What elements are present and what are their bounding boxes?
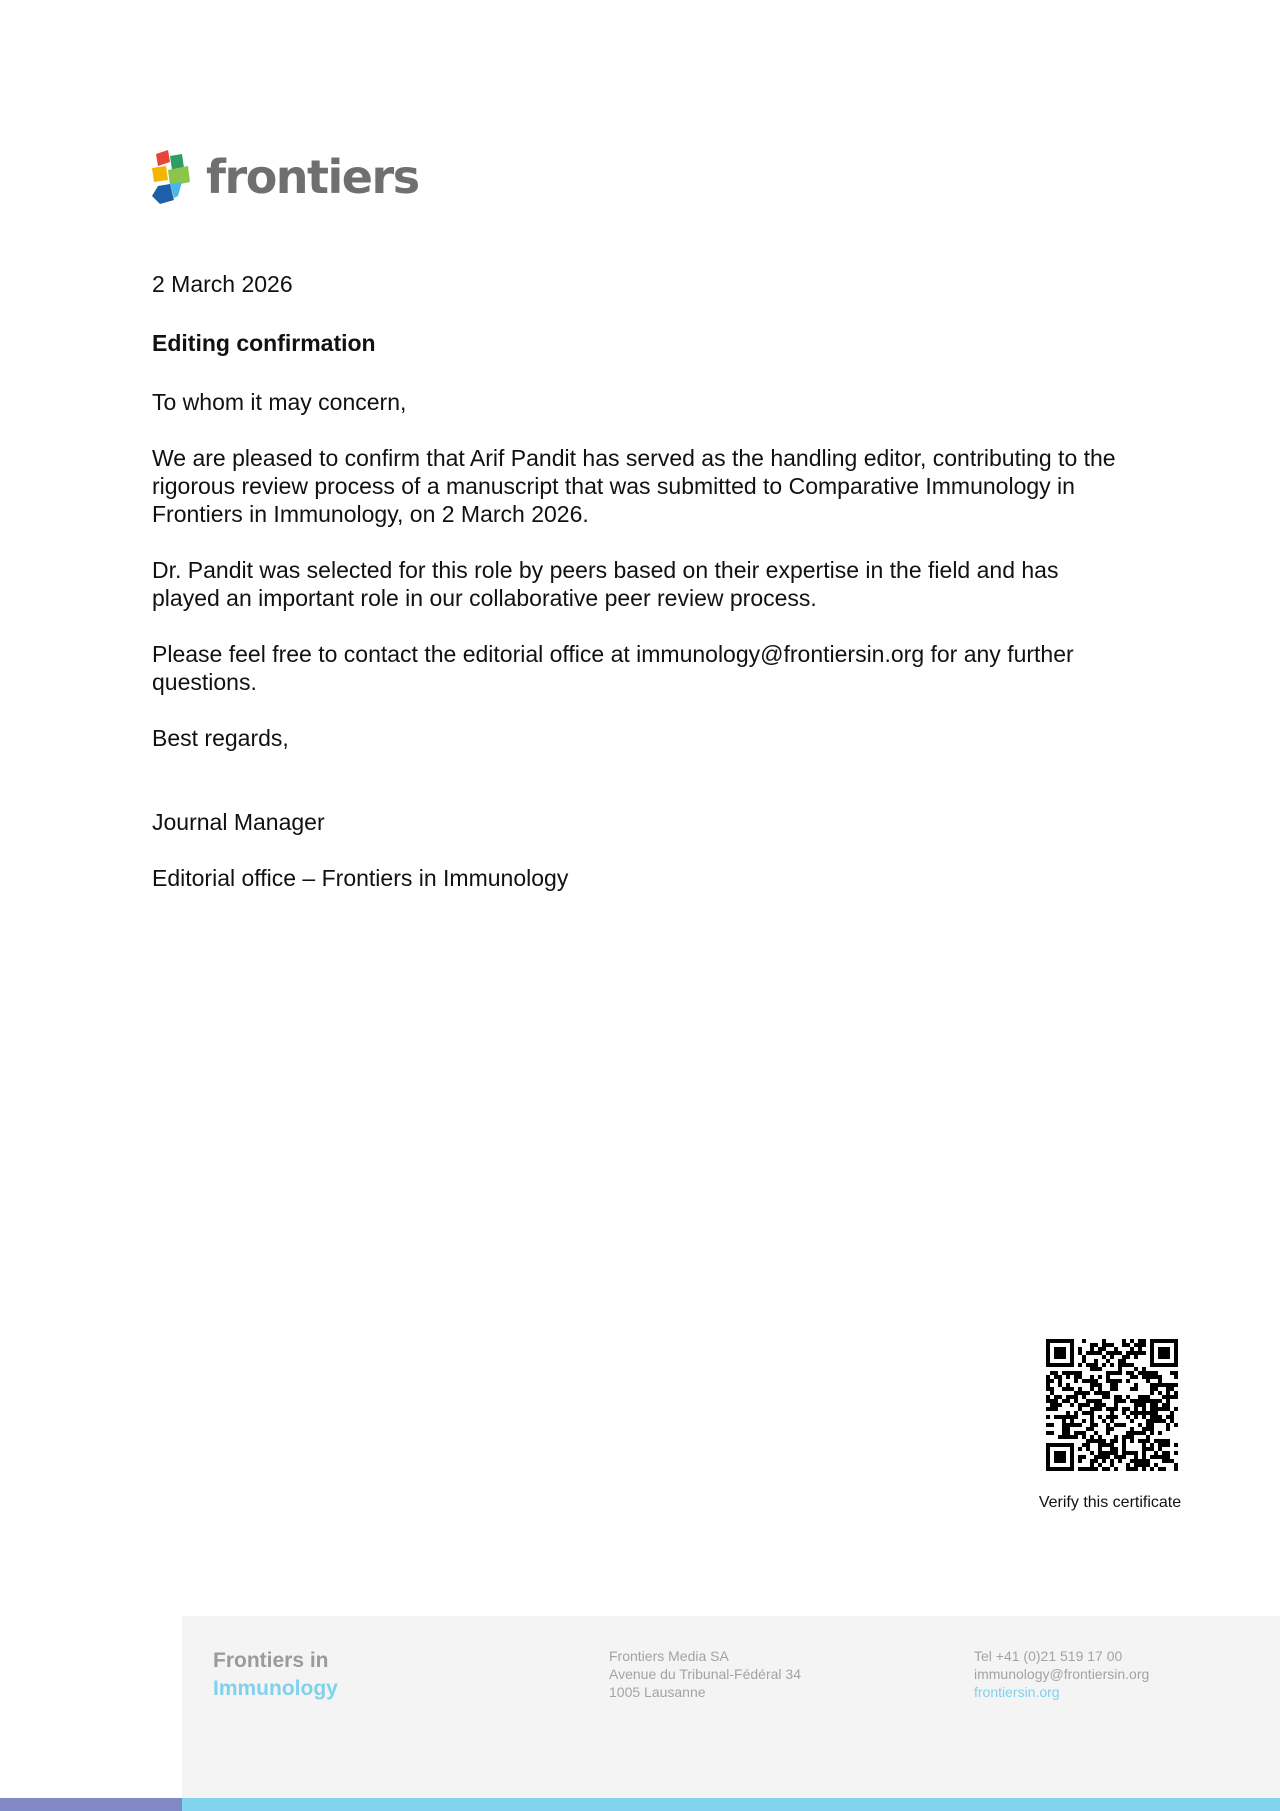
- footer-address-line: 1005 Lausanne: [609, 1684, 706, 1700]
- verification-qr-code[interactable]: [1046, 1339, 1178, 1471]
- closing: Best regards,: [152, 725, 289, 751]
- frontiers-logo: [152, 150, 419, 204]
- verify-certificate-label[interactable]: Verify this certificate: [1038, 1494, 1182, 1511]
- signature-title: Journal Manager: [152, 809, 325, 835]
- letter-subject: Editing confirmation: [152, 330, 376, 356]
- footer-email[interactable]: immunology@frontiersin.org: [974, 1666, 1150, 1682]
- footer-address-line: Frontiers Media SA: [609, 1648, 729, 1664]
- letter-body: [152, 270, 1132, 920]
- signature-office: Editorial office – Frontiers in Immunology: [152, 865, 569, 891]
- footer-journal-name: [213, 1647, 338, 1703]
- footer-website-link[interactable]: frontiersin.org: [974, 1684, 1060, 1700]
- frontiers-wordmark: frontiers: [206, 150, 419, 204]
- frontiers-cube-icon: [152, 150, 192, 204]
- footer-phone: Tel +41 (0)21 519 17 00: [974, 1648, 1123, 1664]
- footer-accent-bar-purple: [0, 1798, 182, 1811]
- footer: [182, 1616, 1280, 1798]
- footer-accent-bar-blue: [182, 1798, 1280, 1811]
- footer-journal-line1: Frontiers in: [213, 1649, 329, 1672]
- paragraph-selection: Dr. Pandit was selected for this role by peers based on their expertise in the field and has played an important role in our collaborative peer review process.: [152, 557, 1059, 611]
- qr-finder-pattern: [1046, 1443, 1074, 1471]
- footer-contact: [974, 1647, 1149, 1701]
- footer-address: [609, 1647, 801, 1701]
- footer-journal-line2: Immunology: [213, 1677, 338, 1700]
- paragraph-confirmation: We are pleased to confirm that Arif Pandit has served as the handling editor, contributing to the rigorous review process of a manuscript that was submitted to Comparative Immunology in Frontiers in Immunology, on 2 March 2026.: [152, 445, 1116, 527]
- salutation: To whom it may concern,: [152, 389, 407, 415]
- qr-finder-pattern: [1046, 1339, 1074, 1367]
- letter-date: 2 March 2026: [152, 271, 293, 297]
- paragraph-contact: Please feel free to contact the editorial office at immunology@frontiersin.org for any further questions.: [152, 641, 1074, 695]
- footer-address-line: Avenue du Tribunal-Fédéral 34: [609, 1666, 801, 1682]
- qr-finder-pattern: [1150, 1339, 1178, 1367]
